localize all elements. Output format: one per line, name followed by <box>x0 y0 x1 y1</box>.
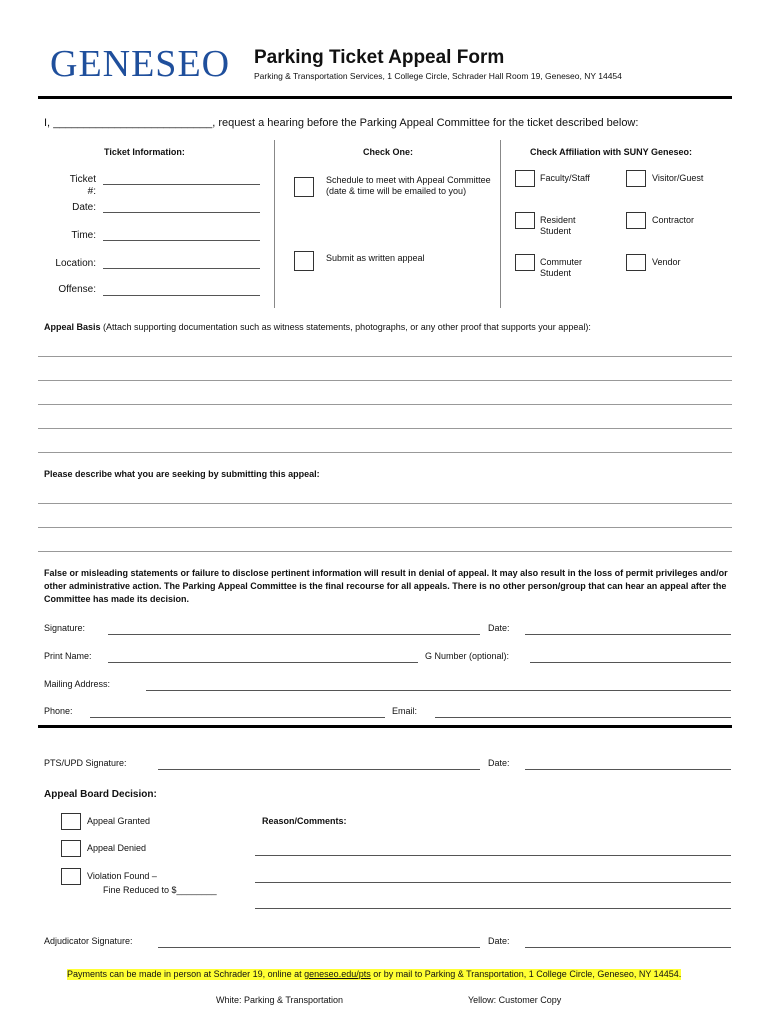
resident-student-checkbox[interactable] <box>515 212 535 229</box>
appeal-basis-line-5[interactable] <box>38 452 732 453</box>
column-divider-1 <box>274 140 275 308</box>
vendor-label: Vendor <box>652 257 681 267</box>
contractor-label: Contractor <box>652 215 695 225</box>
visitor-guest-label: Visitor/Guest <box>652 173 704 183</box>
adjudicator-date-field[interactable] <box>525 947 731 948</box>
copy-yellow-note: Yellow: Customer Copy <box>468 995 562 1005</box>
appeal-denied-label: Appeal Denied <box>87 843 147 853</box>
appeal-basis-line-4[interactable] <box>38 428 732 429</box>
pts-date-label: Date: <box>488 758 510 768</box>
signature-label: Signature: <box>44 623 86 633</box>
form-subtitle: Parking & Transportation Services, 1 College Circle, Schrader Hall Room 19, Geneseo, NY 14454 <box>254 71 622 81</box>
payment-text-after: or by mail to Parking & Transportation, 1 College Circle, Geneseo, NY 14454. <box>370 969 682 979</box>
vendor-checkbox[interactable] <box>626 254 646 271</box>
commuter-student-label: Commuter Student <box>540 257 583 278</box>
location-field[interactable] <box>103 268 260 269</box>
reason-line-1[interactable] <box>255 855 731 856</box>
commuter-student-checkbox[interactable] <box>515 254 535 271</box>
intro-line <box>44 117 638 130</box>
header-divider <box>38 96 732 99</box>
office-use-divider <box>38 725 732 728</box>
adjudicator-signature-label: Adjudicator Signature: <box>44 936 133 946</box>
print-name-field[interactable] <box>108 662 418 663</box>
pts-website-link[interactable]: geneseo.edu/pts <box>304 969 371 979</box>
appeal-granted-label: Appeal Granted <box>87 816 151 826</box>
violation-found-checkbox[interactable] <box>61 868 81 885</box>
adjudicator-signature-field[interactable] <box>158 947 480 948</box>
visitor-guest-checkbox[interactable] <box>626 170 646 187</box>
seeking-line-1[interactable] <box>38 503 732 504</box>
appeal-basis-heading <box>44 322 734 333</box>
appeal-denied-checkbox[interactable] <box>61 840 81 857</box>
time-field[interactable] <box>103 240 260 241</box>
pts-date-field[interactable] <box>525 769 731 770</box>
payment-info <box>67 969 681 980</box>
geneseo-logo: GENESEO <box>50 43 231 85</box>
ticket-number-label: Ticket #: <box>69 174 96 197</box>
faculty-staff-checkbox[interactable] <box>515 170 535 187</box>
offense-field[interactable] <box>103 295 260 296</box>
schedule-meeting-label: Schedule to meet with Appeal Committee (date & time will be emailed to you) <box>326 175 491 196</box>
signature-field[interactable] <box>108 634 480 635</box>
location-label: Location: <box>55 258 96 269</box>
ticket-info-heading: Ticket Information: <box>104 147 185 157</box>
mailing-address-label: Mailing Address: <box>44 679 111 689</box>
appeal-basis-line-2[interactable] <box>38 380 732 381</box>
decision-heading: Appeal Board Decision: <box>44 789 157 800</box>
date-field[interactable] <box>103 212 260 213</box>
copy-white-note: White: Parking & Transportation <box>216 995 344 1005</box>
faculty-staff-label: Faculty/Staff <box>540 173 590 183</box>
time-label: Time: <box>71 230 96 241</box>
form-title: Parking Ticket Appeal Form <box>254 47 505 68</box>
appeal-basis-label: Appeal Basis <box>44 322 101 332</box>
seeking-line-2[interactable] <box>38 527 732 528</box>
appeal-basis-line-1[interactable] <box>38 356 732 357</box>
offense-label: Offense: <box>58 284 96 295</box>
schedule-meeting-checkbox[interactable] <box>294 177 314 197</box>
check-one-heading: Check One: <box>363 147 414 157</box>
ticket-number-field[interactable] <box>103 184 260 185</box>
appeal-basis-line-3[interactable] <box>38 404 732 405</box>
phone-label: Phone: <box>44 706 73 716</box>
adjudicator-date-label: Date: <box>488 936 510 946</box>
contractor-checkbox[interactable] <box>626 212 646 229</box>
pts-signature-label: PTS/UPD Signature: <box>44 758 127 768</box>
phone-field[interactable] <box>90 717 385 718</box>
signature-date-field[interactable] <box>525 634 731 635</box>
written-appeal-label: Submit as written appeal <box>326 253 425 263</box>
signature-date-label: Date: <box>488 623 510 633</box>
requester-name-blank[interactable]: __________________________ <box>53 117 213 129</box>
pts-signature-field[interactable] <box>158 769 480 770</box>
reason-line-3[interactable] <box>255 908 731 909</box>
mailing-address-field[interactable] <box>146 690 731 691</box>
intro-prefix: I, <box>44 117 51 129</box>
seeking-line-3[interactable] <box>38 551 732 552</box>
g-number-label: G Number (optional): <box>425 651 510 661</box>
appeal-granted-checkbox[interactable] <box>61 813 81 830</box>
reason-line-2[interactable] <box>255 882 731 883</box>
warning-text: False or misleading statements or failure to disclose pertinent information will result in denial of appeal. It may also result in the loss of permit privileges and/or other administrative action. The Parking Appeal Committee is the final recourse for all appeals. There is no other person/group that can hear an appeal after the Committee has made its decision. <box>44 568 728 604</box>
print-name-label: Print Name: <box>44 651 92 661</box>
email-label: Email: <box>392 706 418 716</box>
written-appeal-checkbox[interactable] <box>294 251 314 271</box>
g-number-field[interactable] <box>530 662 731 663</box>
email-field[interactable] <box>435 717 731 718</box>
reason-comments-label: Reason/Comments: <box>262 816 347 826</box>
violation-found-label: Violation Found – <box>87 871 157 881</box>
appeal-basis-note: (Attach supporting documentation such as witness statements, photographs, or any other proof that supports your appeal): <box>103 322 591 332</box>
affiliation-heading: Check Affiliation with SUNY Geneseo: <box>530 147 693 157</box>
resident-student-label: Resident Student <box>540 215 576 236</box>
intro-suffix: , request a hearing before the Parking Appeal Committee for the ticket described below: <box>212 117 639 129</box>
payment-text-before: Payments can be made in person at Schrader 19, online at <box>67 969 305 979</box>
fine-reduced-label[interactable]: Fine Reduced to $________ <box>103 885 217 895</box>
seeking-heading: Please describe what you are seeking by submitting this appeal: <box>44 469 320 479</box>
column-divider-2 <box>500 140 501 308</box>
date-label: Date: <box>72 202 96 213</box>
